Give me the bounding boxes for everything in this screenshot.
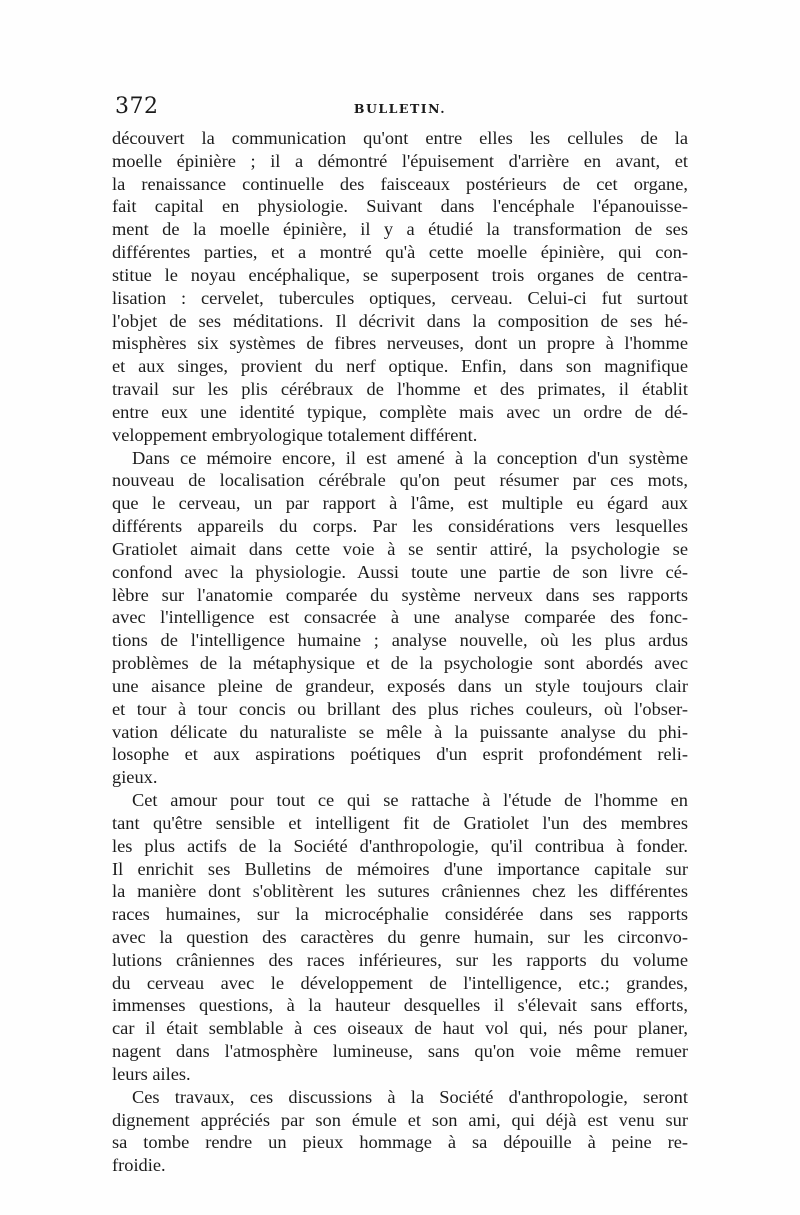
text-line: sa tombe rendre un pieux hommage à sa dépouille à peine re- — [112, 1132, 688, 1153]
text-line: différentes parties, et a montré qu'à cette moelle épinière, qui con- — [112, 242, 688, 263]
text-line: avec la question des caractères du genre humain, sur les circonvo- — [112, 926, 688, 947]
text-line: Il enrichit ses Bulletins de mémoires d'une importance capitale sur — [112, 858, 688, 879]
text-line: moelle épinière ; il a démontré l'épuisement d'arrière en avant, et — [112, 150, 688, 171]
text-line: Cet amour pour tout ce qui se rattache à l'étude de l'homme en — [132, 790, 688, 811]
text-line: du cerveau avec le développement de l'intelligence, etc.; grandes, — [112, 972, 688, 993]
text-line: Gratiolet aimait dans cette voie à se sentir attiré, la psychologie se — [112, 538, 688, 559]
text-line: gieux. — [112, 767, 158, 788]
paragraph-4 — [112, 1086, 688, 1177]
text-line: races humaines, sur la microcéphalie considérée dans ses rapports — [112, 904, 688, 925]
text-line: fait capital en physiologie. Suivant dans l'encéphale l'épanouisse- — [112, 196, 688, 217]
paragraph-1 — [112, 127, 688, 447]
paragraph-2 — [112, 447, 688, 789]
text-line: tions de l'intelligence humaine ; analyse nouvelle, où les plus ardus — [112, 630, 688, 651]
text-line: découvert la communication qu'ont entre elles les cellules de la — [112, 128, 688, 148]
text-line: les plus actifs de la Société d'anthropologie, qu'il contribua à fonder. — [112, 835, 688, 856]
text-line: confond avec la physiologie. Aussi toute une partie de son livre cé- — [112, 561, 688, 582]
text-line: avec l'intelligence est consacrée à une analyse comparée des fonc- — [112, 607, 688, 628]
text-line: travail sur les plis cérébraux de l'homme et des primates, il établit — [112, 379, 688, 400]
text-line: tant qu'être sensible et intelligent fit de Gratiolet l'un des membres — [112, 812, 688, 833]
text-line: la renaissance continuelle des faisceaux postérieurs de cet organe, — [112, 173, 688, 194]
text-line: Dans ce mémoire encore, il est amené à la conception d'un système — [132, 447, 688, 468]
text-line: lisation : cervelet, tubercules optiques, cerveau. Celui-ci fut surtout — [112, 287, 688, 308]
text-line: leurs ailes. — [112, 1063, 191, 1084]
text-line: entre eux une identité typique, complète mais avec un ordre de dé- — [112, 401, 688, 422]
body-text — [112, 127, 688, 1177]
text-line: une aisance pleine de grandeur, exposés dans un style toujours clair — [112, 675, 688, 696]
text-line: car il était semblable à ces oiseaux de haut vol qui, nés pour planer, — [112, 1018, 688, 1039]
text-line: et aux singes, provient du nerf optique. Enfin, dans son magnifique — [112, 356, 688, 377]
text-line: problèmes de la métaphysique et de la psychologie sont abordés avec — [112, 653, 688, 674]
running-head: BULLETIN. — [353, 101, 447, 116]
text-line: veloppement embryologique totalement différent. — [112, 424, 478, 445]
text-line: lutions crâniennes des races inférieures, sur les rapports du volume — [112, 949, 688, 970]
text-line: lèbre sur l'anatomie comparée du système nerveux dans ses rapports — [112, 584, 688, 605]
text-line: nouveau de localisation cérébrale qu'on peut résumer par ces mots, — [112, 470, 688, 491]
text-line: ment de la moelle épinière, il y a étudié la transformation de ses — [112, 219, 688, 240]
text-line: losophe et aux aspirations poétiques d'un esprit profondément reli- — [112, 744, 688, 765]
text-line: misphères six systèmes de fibres nerveuses, dont un propre à l'homme — [112, 333, 688, 354]
text-line: froidie. — [112, 1155, 166, 1176]
text-line: et tour à tour concis ou brillant des plus riches couleurs, où l'obser- — [112, 698, 688, 719]
text-line: stitue le noyau encéphalique, se superposent trois organes de centra- — [112, 264, 688, 285]
text-line: l'objet de ses méditations. Il décrivit dans la composition de ses hé- — [112, 310, 688, 331]
text-line: immenses questions, à la hauteur desquelles il s'élevait sans efforts, — [112, 995, 688, 1016]
text-line: dignement appréciés par son émule et son ami, qui déjà est venu sur — [112, 1109, 688, 1130]
page-number: 372 — [115, 94, 159, 119]
text-line: Ces travaux, ces discussions à la Société d'anthropologie, seront — [132, 1086, 688, 1107]
text-line: vation délicate du naturaliste se mêle à la puissante analyse du phi- — [112, 721, 688, 742]
text-line: nagent dans l'atmosphère lumineuse, sans qu'on voie même remuer — [112, 1041, 688, 1062]
text-line: la manière dont s'oblitèrent les sutures crâniennes chez les différentes — [112, 881, 688, 902]
text-line: que le cerveau, un par rapport à l'âme, est multiple eu égard aux — [112, 493, 688, 514]
page-header — [112, 94, 688, 124]
text-line: différents appareils du corps. Par les considérations vers lesquelles — [112, 516, 688, 537]
paragraph-3 — [112, 789, 688, 1086]
